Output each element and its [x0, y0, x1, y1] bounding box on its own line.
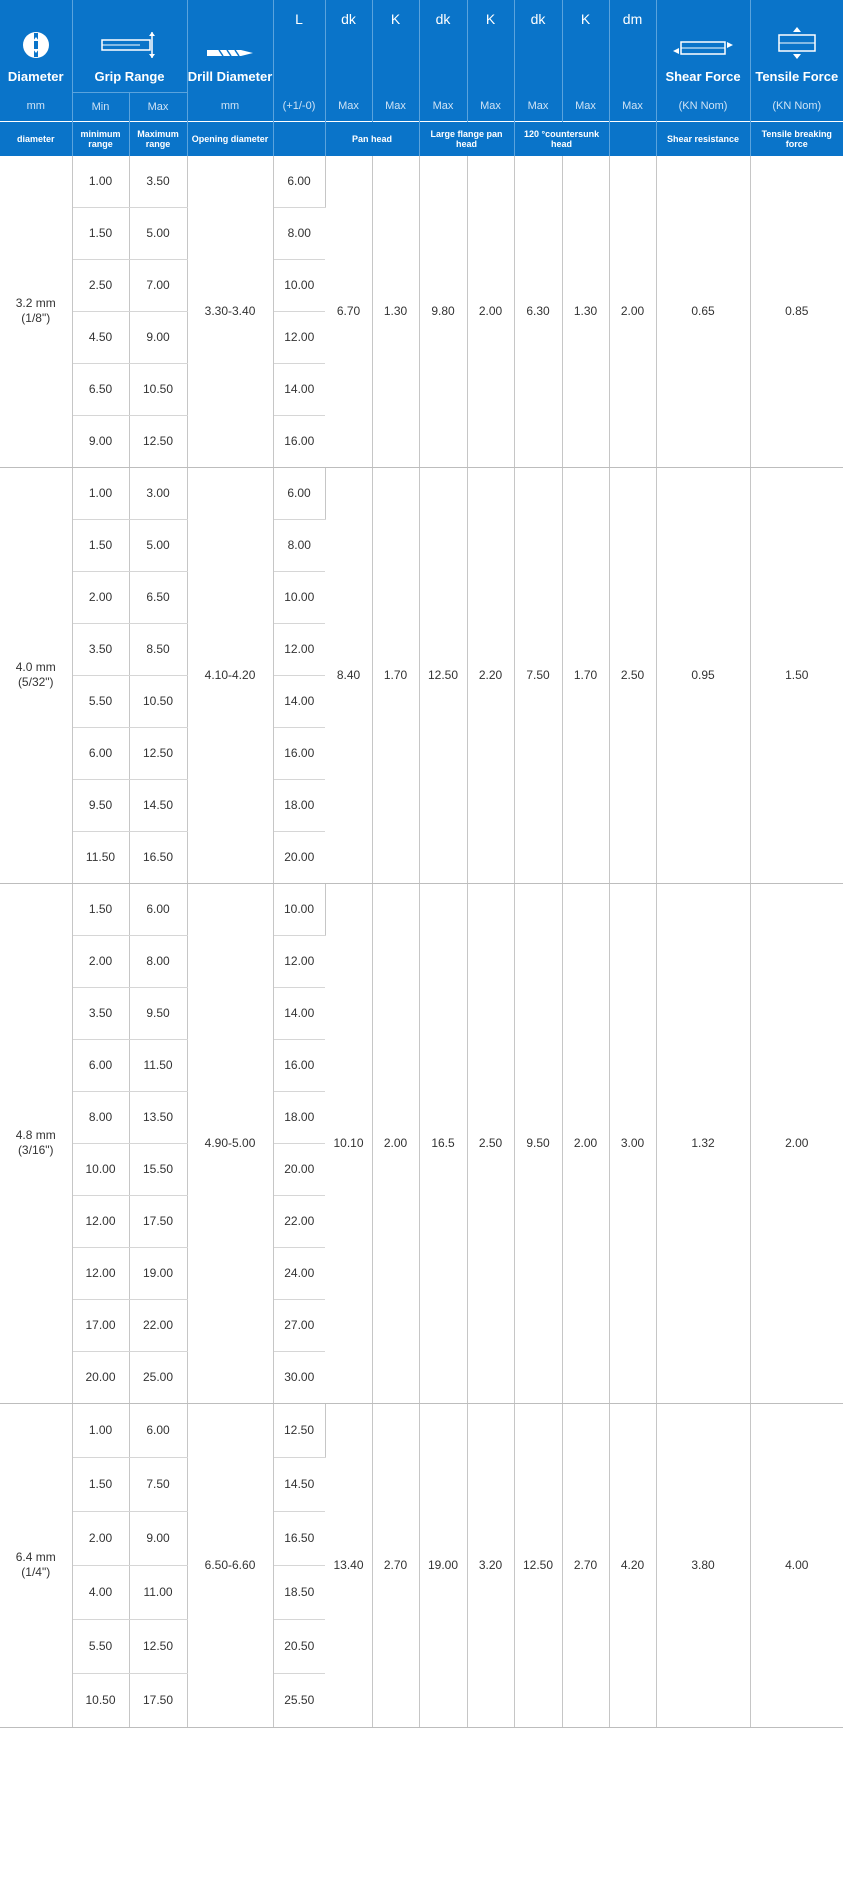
pan-k-cell: 1.70 [372, 467, 419, 883]
header-pan-dk [325, 0, 372, 92]
grip-min-cell: 20.00 [72, 1351, 129, 1403]
table-row [0, 883, 843, 935]
length-cell: 14.00 [273, 675, 325, 727]
header-large-k [467, 0, 514, 92]
header-length [273, 0, 325, 92]
csk-k-cell: 2.70 [562, 1403, 609, 1727]
table-row [0, 1403, 843, 1457]
grip-min-desc: minimum range [72, 121, 129, 156]
tensile-cell: 4.00 [750, 1403, 843, 1727]
large-dk-cell: 12.50 [419, 467, 467, 883]
header-large-dk [419, 0, 467, 92]
grip-min-cell: 2.00 [72, 935, 129, 987]
pan-k-cell: 1.30 [372, 156, 419, 468]
grip-min-cell: 5.50 [72, 1619, 129, 1673]
tensile-cell: 2.00 [750, 883, 843, 1403]
csk-k-cell: 2.00 [562, 883, 609, 1403]
grip-max-cell: 8.00 [129, 935, 187, 987]
length-cell: 27.00 [273, 1299, 325, 1351]
grip-min-cell: 9.50 [72, 779, 129, 831]
grip-max-cell: 11.50 [129, 1039, 187, 1091]
grip-max-cell: 25.00 [129, 1351, 187, 1403]
tensile-cell: 1.50 [750, 467, 843, 883]
csk-k-title: K [580, 11, 591, 27]
grip-range-icon [100, 30, 160, 60]
tensile-unit: (KN Nom) [750, 92, 843, 121]
header-shear-force [656, 0, 750, 92]
csk-k-unit: Max [562, 92, 609, 121]
dm-desc [609, 121, 656, 156]
grip-max-cell: 6.00 [129, 1403, 187, 1457]
grip-max-cell: 16.50 [129, 831, 187, 883]
grip-min-cell: 10.00 [72, 1143, 129, 1195]
length-cell: 12.00 [273, 935, 325, 987]
grip-min-cell: 1.00 [72, 467, 129, 519]
grip-min-cell: 3.50 [72, 987, 129, 1039]
pan-k-unit: Max [372, 92, 419, 121]
pan-dk-title: dk [341, 11, 356, 27]
diameter-mm: 3.2 mm [15, 296, 56, 310]
grip-max-cell: 12.50 [129, 727, 187, 779]
grip-min-cell: 1.50 [72, 1457, 129, 1511]
diameter-cell [0, 1403, 72, 1727]
grip-min-label: Min [72, 92, 129, 121]
diameter-mm: 6.4 mm [15, 1550, 56, 1564]
grip-min-cell: 6.00 [72, 1039, 129, 1091]
length-cell: 25.50 [273, 1673, 325, 1727]
grip-min-cell: 2.00 [72, 1511, 129, 1565]
grip-min-cell: 1.50 [72, 207, 129, 259]
pan-head-desc: Pan head [325, 121, 419, 156]
csk-dk-cell: 12.50 [514, 1403, 562, 1727]
tensile-force-icon [775, 26, 819, 60]
grip-min-cell: 3.50 [72, 623, 129, 675]
tensile-force-title: Tensile Force [755, 69, 839, 84]
dm-unit: Max [609, 92, 656, 121]
diameter-inch: (1/4") [21, 1565, 51, 1579]
shear-cell: 3.80 [656, 1403, 750, 1727]
shear-unit: (KN Nom) [656, 92, 750, 121]
length-cell: 16.00 [273, 415, 325, 467]
length-cell: 6.00 [273, 467, 325, 519]
length-cell: 20.00 [273, 1143, 325, 1195]
drill-diameter-title: Drill Diameter [187, 69, 273, 84]
large-k-cell: 2.00 [467, 156, 514, 468]
header-tensile-force [750, 0, 843, 92]
drill-unit: mm [187, 92, 273, 121]
grip-min-cell: 1.00 [72, 1403, 129, 1457]
header-grip-range [72, 0, 187, 92]
grip-min-cell: 12.00 [72, 1247, 129, 1299]
length-cell: 12.50 [273, 1403, 325, 1457]
length-cell: 8.00 [273, 207, 325, 259]
length-cell: 18.00 [273, 1091, 325, 1143]
grip-max-cell: 12.50 [129, 1619, 187, 1673]
pan-dk-cell: 10.10 [325, 883, 372, 1403]
grip-max-cell: 6.00 [129, 883, 187, 935]
tensile-desc: Tensile breaking force [750, 121, 843, 156]
grip-max-cell: 7.50 [129, 1457, 187, 1511]
grip-min-cell: 17.00 [72, 1299, 129, 1351]
diameter-unit: mm [0, 92, 72, 121]
countersunk-desc: 120 °countersunk head [514, 121, 609, 156]
csk-k-cell: 1.30 [562, 156, 609, 468]
diameter-inch: (5/32") [17, 675, 54, 689]
dm-title: dm [622, 11, 643, 27]
header-csk-k [562, 0, 609, 92]
tensile-cell: 0.85 [750, 156, 843, 468]
grip-max-cell: 5.00 [129, 207, 187, 259]
grip-max-cell: 17.50 [129, 1673, 187, 1727]
grip-min-cell: 8.00 [72, 1091, 129, 1143]
diameter-desc: diameter [0, 121, 72, 156]
grip-max-cell: 3.00 [129, 467, 187, 519]
header-pan-k [372, 0, 419, 92]
grip-max-cell: 13.50 [129, 1091, 187, 1143]
length-cell: 16.00 [273, 1039, 325, 1091]
grip-max-cell: 9.00 [129, 1511, 187, 1565]
csk-dk-cell: 9.50 [514, 883, 562, 1403]
large-k-cell: 2.20 [467, 467, 514, 883]
grip-max-cell: 10.50 [129, 363, 187, 415]
pan-k-cell: 2.70 [372, 1403, 419, 1727]
grip-min-cell: 4.50 [72, 311, 129, 363]
large-k-cell: 2.50 [467, 883, 514, 1403]
grip-min-cell: 11.50 [72, 831, 129, 883]
large-k-title: K [485, 11, 496, 27]
grip-max-cell: 19.00 [129, 1247, 187, 1299]
pan-dk-cell: 6.70 [325, 156, 372, 468]
grip-max-cell: 15.50 [129, 1143, 187, 1195]
header-csk-dk [514, 0, 562, 92]
length-title: L [295, 11, 303, 27]
diameter-inch: (3/16") [17, 1143, 54, 1157]
grip-min-cell: 6.00 [72, 727, 129, 779]
dm-cell: 2.50 [609, 467, 656, 883]
shear-force-icon [671, 36, 735, 60]
grip-min-cell: 2.00 [72, 571, 129, 623]
drill-diameter-cell: 4.90-5.00 [187, 883, 273, 1403]
header-row-titles [0, 0, 843, 92]
csk-dk-title: dk [530, 11, 546, 27]
pan-dk-cell: 13.40 [325, 1403, 372, 1727]
drill-diameter-cell: 6.50-6.60 [187, 1403, 273, 1727]
length-cell: 18.00 [273, 779, 325, 831]
grip-max-cell: 12.50 [129, 415, 187, 467]
diameter-cell [0, 467, 72, 883]
drill-bit-icon [205, 46, 255, 60]
header-dm [609, 0, 656, 92]
grip-max-cell: 7.00 [129, 259, 187, 311]
pan-k-cell: 2.00 [372, 883, 419, 1403]
pan-dk-unit: Max [325, 92, 372, 121]
grip-min-cell: 1.00 [72, 156, 129, 208]
length-cell: 24.00 [273, 1247, 325, 1299]
length-desc [273, 121, 325, 156]
diameter-mm: 4.0 mm [15, 660, 56, 674]
header-drill-diameter [187, 0, 273, 92]
grip-range-title: Grip Range [94, 68, 165, 84]
length-cell: 22.00 [273, 1195, 325, 1247]
large-dk-unit: Max [419, 92, 467, 121]
header-diameter [0, 0, 72, 92]
grip-min-cell: 1.50 [72, 883, 129, 935]
length-cell: 10.00 [273, 883, 325, 935]
table-row [0, 467, 843, 519]
spec-table-body [0, 156, 843, 1728]
large-k-unit: Max [467, 92, 514, 121]
header-row-units [0, 92, 843, 121]
rivet-diameter-icon [21, 30, 51, 60]
grip-min-cell: 4.00 [72, 1565, 129, 1619]
grip-max-cell: 17.50 [129, 1195, 187, 1247]
length-cell: 10.00 [273, 259, 325, 311]
diameter-inch: (1/8") [21, 311, 51, 325]
length-cell: 12.00 [273, 623, 325, 675]
grip-max-cell: 9.00 [129, 311, 187, 363]
pan-k-title: K [390, 11, 401, 27]
csk-dk-cell: 7.50 [514, 467, 562, 883]
drill-diameter-cell: 3.30-3.40 [187, 156, 273, 468]
large-dk-title: dk [435, 11, 451, 27]
table-row [0, 156, 843, 208]
grip-max-cell: 10.50 [129, 675, 187, 727]
length-cell: 14.00 [273, 363, 325, 415]
grip-max-cell: 8.50 [129, 623, 187, 675]
length-cell: 16.00 [273, 727, 325, 779]
length-cell: 14.00 [273, 987, 325, 1039]
diameter-cell [0, 156, 72, 468]
grip-max-cell: 14.50 [129, 779, 187, 831]
grip-max-desc: Maximum range [129, 121, 187, 156]
large-flange-desc: Large flange pan head [419, 121, 514, 156]
length-cell: 16.50 [273, 1511, 325, 1565]
grip-max-cell: 11.00 [129, 1565, 187, 1619]
large-dk-cell: 19.00 [419, 1403, 467, 1727]
grip-min-cell: 12.00 [72, 1195, 129, 1247]
shear-desc: Shear resistance [656, 121, 750, 156]
drill-desc: Opening diameter [187, 121, 273, 156]
diameter-mm: 4.8 mm [15, 1128, 56, 1142]
grip-min-cell: 5.50 [72, 675, 129, 727]
length-cell: 10.00 [273, 571, 325, 623]
grip-min-cell: 1.50 [72, 519, 129, 571]
length-cell: 20.50 [273, 1619, 325, 1673]
grip-min-cell: 9.00 [72, 415, 129, 467]
grip-min-cell: 6.50 [72, 363, 129, 415]
length-cell: 30.00 [273, 1351, 325, 1403]
dm-cell: 2.00 [609, 156, 656, 468]
dm-cell: 4.20 [609, 1403, 656, 1727]
csk-dk-unit: Max [514, 92, 562, 121]
length-cell: 8.00 [273, 519, 325, 571]
grip-max-label: Max [129, 92, 187, 121]
csk-dk-cell: 6.30 [514, 156, 562, 468]
grip-max-cell: 3.50 [129, 156, 187, 208]
shear-cell: 0.95 [656, 467, 750, 883]
grip-min-cell: 10.50 [72, 1673, 129, 1727]
grip-max-cell: 9.50 [129, 987, 187, 1039]
drill-diameter-cell: 4.10-4.20 [187, 467, 273, 883]
grip-max-cell: 22.00 [129, 1299, 187, 1351]
length-cell: 12.00 [273, 311, 325, 363]
large-dk-cell: 9.80 [419, 156, 467, 468]
length-cell: 6.00 [273, 156, 325, 208]
shear-force-title: Shear Force [665, 69, 741, 84]
header-row-descriptions [0, 121, 843, 156]
diameter-title: Diameter [7, 69, 64, 84]
shear-cell: 0.65 [656, 156, 750, 468]
grip-min-cell: 2.50 [72, 259, 129, 311]
pan-dk-cell: 8.40 [325, 467, 372, 883]
csk-k-cell: 1.70 [562, 467, 609, 883]
length-unit: (+1/-0) [273, 92, 325, 121]
length-cell: 18.50 [273, 1565, 325, 1619]
large-dk-cell: 16.5 [419, 883, 467, 1403]
grip-max-cell: 6.50 [129, 571, 187, 623]
dm-cell: 3.00 [609, 883, 656, 1403]
shear-cell: 1.32 [656, 883, 750, 1403]
diameter-cell [0, 883, 72, 1403]
grip-max-cell: 5.00 [129, 519, 187, 571]
large-k-cell: 3.20 [467, 1403, 514, 1727]
length-cell: 14.50 [273, 1457, 325, 1511]
length-cell: 20.00 [273, 831, 325, 883]
